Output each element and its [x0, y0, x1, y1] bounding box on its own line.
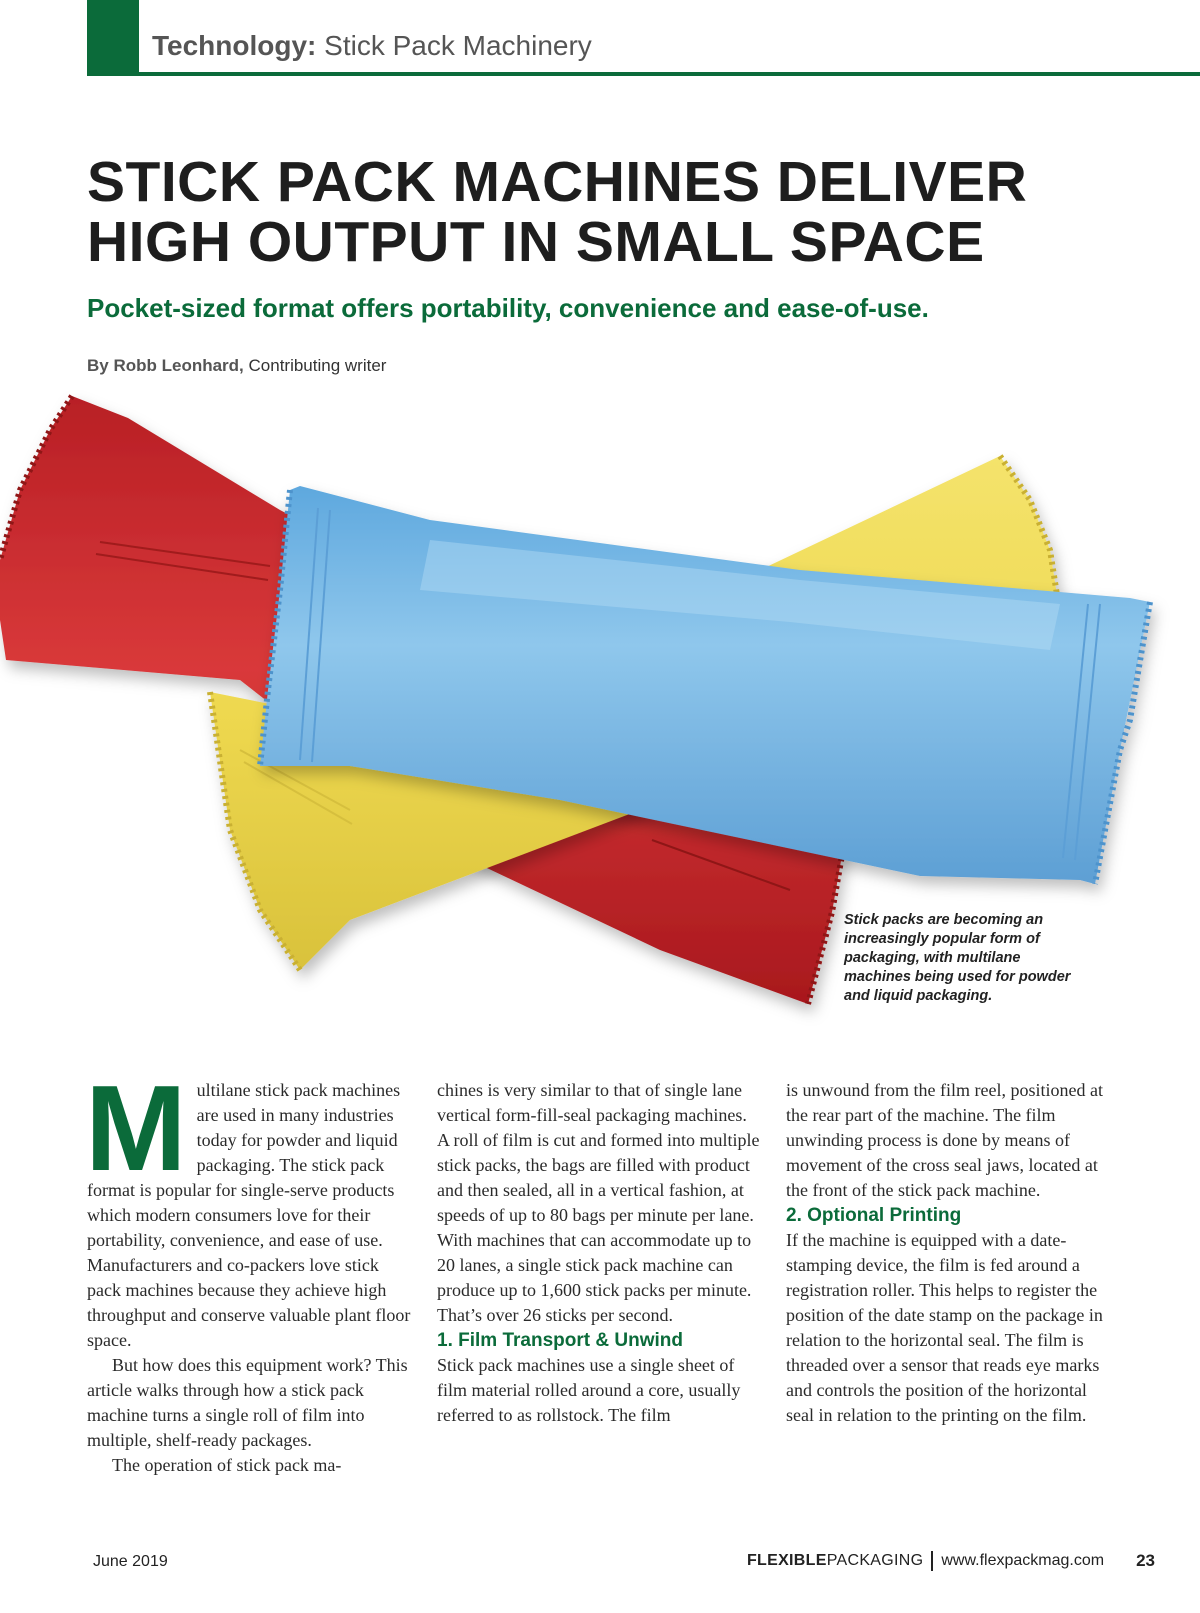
paragraph: Stick pack machines use a single sheet of film material rolled around a core, usually referred to as rollstock. The film [437, 1355, 741, 1425]
subhead-film-transport: 1. Film Transport & Unwind [437, 1330, 683, 1351]
headline-line-1: STICK PACK MACHINES DELIVER [87, 150, 1028, 214]
footer-website: www.flexpackmag.com [941, 1552, 1105, 1569]
header-rule [87, 72, 1200, 76]
column-1 [85, 1060, 412, 1478]
footer-publication [747, 1551, 1155, 1571]
footer-date: June 2019 [93, 1553, 168, 1570]
subhead-optional-printing: 2. Optional Printing [786, 1205, 962, 1226]
column-2 [437, 1078, 762, 1428]
section-title-rest: Stick Pack Machinery [316, 30, 592, 61]
paragraph: is unwound from the film reel, positioned at the rear part of the machine. The film unwinding process is done by means of movement of the cross seal jaws, located at the front of the stick pack machine. [786, 1080, 1103, 1200]
byline [87, 356, 386, 376]
page-number: 23 [1136, 1551, 1155, 1570]
column-3 [786, 1078, 1111, 1428]
brand-bold: FLEXIBLE [746, 1552, 827, 1569]
paragraph-intro-text: ultilane stick pack machines are used in many industries today for powder and liquid packaging. The stick pack format is popular for single-serve products which modern consumers love for their portability, convenience, and ease of use. Manufacturers and co-packers love stick pack machines because they achieve high throughput and conserve valuable plant floor space. [87, 1080, 411, 1350]
paragraph: If the machine is equipped with a date-stamping device, the film is fed around a registration roller. This helps to register the position of the date stamp on the package in relation to the horizontal seal. The film is threaded over a sensor that reads eye marks and controls the position of the horizontal seal in relation to the printing on the film. [786, 1230, 1103, 1425]
paragraph-intro [85, 1060, 412, 1353]
section-title [152, 30, 592, 62]
byline-name: By Robb Leonhard, [87, 356, 244, 375]
byline-role: Contributing writer [243, 356, 387, 375]
paragraph: The operation of stick pack ma- [112, 1455, 342, 1475]
header-accent-block [87, 0, 139, 75]
headline-line-2: HIGH OUTPUT IN SMALL SPACE [87, 210, 985, 274]
paragraph: chines is very similar to that of single lane vertical form-fill-seal packaging machines. A roll of film is cut and formed into multiple stick packs, the bags are filled with product and then sealed, all in a vertical fashion, at speeds of up to 80 bags per minute per lane. With machines that can accommodate up to 20 lanes, a single stick pack machine can produce up to 1,600 stick packs per minute. That’s over 26 sticks per second. [437, 1080, 760, 1325]
drop-cap: M [85, 1060, 187, 1196]
deck: Pocket-sized format offers portability, convenience and ease-of-use. [87, 293, 929, 323]
footer-divider [931, 1551, 933, 1571]
headline [87, 152, 1147, 272]
paragraph: But how does this equipment work? This article walks through how a stick pack machine turns a single roll of film into multiple, shelf-ready packages. [87, 1355, 408, 1450]
brand-light: PACKAGING [826, 1552, 924, 1569]
section-title-bold: Technology: [152, 30, 317, 61]
photo-caption: Stick packs are becoming an increasingly popular form of packaging, with multilane machines being used for powder and liquid packaging. [844, 912, 1071, 1004]
